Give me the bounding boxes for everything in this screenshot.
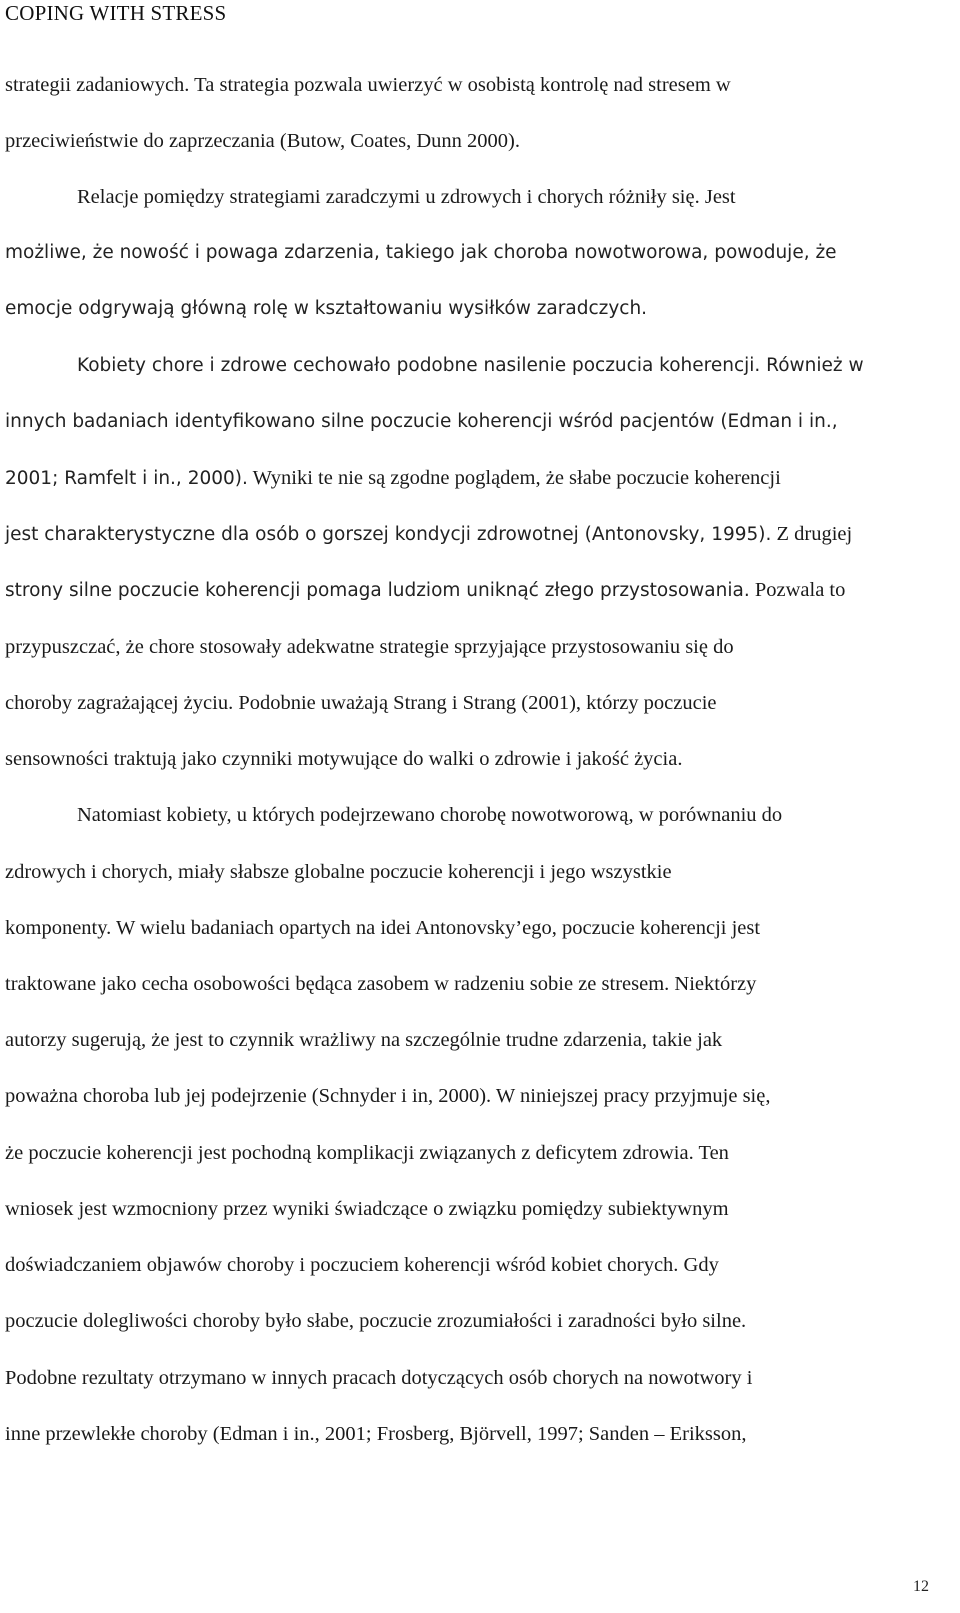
- text-line: [5, 745, 682, 773]
- running-header: COPING WITH STRESS: [5, 1, 227, 25]
- text-segment: 2001; Ramfelt i in., 2000).: [5, 468, 248, 489]
- text-segment: Natomiast kobiety, u których podejrzewano chorobę nowotworową, w porównaniu do: [77, 804, 783, 826]
- text-segment: choroby zagrażającej życiu. Podobnie uważają Strang i Strang (2001), którzy poczucie: [5, 692, 717, 714]
- text-segment: poczucie dolegliwości choroby było słabe, poczucie zrozumiałości i zaradności było silne.: [5, 1310, 747, 1332]
- text-segment: strony silne poczucie koherencji pomaga ludziom uniknąć złego przystosowania.: [5, 580, 750, 601]
- text-segment: Z drugiej: [771, 523, 853, 545]
- text-segment: sensowności traktują jako czynniki motywujące do walki o zdrowie i jakość życia.: [5, 748, 683, 770]
- text-segment: traktowane jako cecha osobowości będąca zasobem w radzeniu sobie ze stresem. Niektórzy: [5, 973, 757, 995]
- text-segment: Pozwala to: [749, 579, 846, 601]
- text-line: [5, 1026, 722, 1054]
- text-line: [5, 295, 647, 323]
- text-segment: emocje odgrywają główną rolę w kształtowaniu wysiłków zaradczych.: [5, 298, 648, 319]
- text-segment: Podobne rezultaty otrzymano w innych pracach dotyczących osób chorych na nowotwory i: [5, 1367, 753, 1389]
- text-segment: przeciwieństwie do zaprzeczania (Butow, Coates, Dunn 2000).: [5, 130, 520, 152]
- text-line: [5, 914, 760, 942]
- text-segment: innych badaniach identyfikowano silne poczucie koherencji wśród pacjentów (Edman i in.,: [5, 411, 838, 432]
- text-line: [5, 970, 756, 998]
- text-line: [77, 183, 736, 211]
- text-line: [5, 1364, 752, 1392]
- text-line: [5, 127, 520, 155]
- text-segment: Relacje pomiędzy strategiami zaradczymi u zdrowych i chorych różniły się. Jest: [77, 186, 736, 208]
- text-segment: autorzy sugerują, że jest to czynnik wrażliwy na szczególnie trudne zdarzenia, takie jak: [5, 1029, 723, 1051]
- text-line: [5, 689, 717, 717]
- text-segment: że poczucie koherencji jest pochodną komplikacji związanych z deficytem zdrowia. Ten: [5, 1142, 729, 1164]
- text-line: [77, 352, 864, 380]
- text-line: [5, 1420, 746, 1448]
- text-segment: strategii zadaniowych. Ta strategia pozwala uwierzyć w osobistą kontrolę nad stresem w: [5, 74, 731, 96]
- text-segment: zdrowych i chorych, miały słabsze globalne poczucie koherencji i jego wszystkie: [5, 861, 672, 883]
- text-line: [5, 1139, 729, 1167]
- text-line: [5, 1082, 770, 1110]
- text-line: [5, 1251, 719, 1279]
- text-segment: doświadczaniem objawów choroby i poczuciem koherencji wśród kobiet chorych. Gdy: [5, 1254, 719, 1276]
- text-segment: poważna choroba lub jej podejrzenie (Schnyder i in, 2000). W niniejszej pracy przyjmuje się,: [5, 1085, 771, 1107]
- text-line: [5, 858, 672, 886]
- text-segment: jest charakterystyczne dla osób o gorszej kondycji zdrowotnej (Antonovsky, 1995).: [5, 524, 772, 545]
- text-segment: możliwe, że nowość i powaga zdarzenia, takiego jak choroba nowotworowa, powoduje, że: [5, 242, 837, 263]
- text-line: [5, 520, 852, 549]
- text-line: [5, 1307, 746, 1335]
- text-line: [5, 408, 838, 436]
- text-segment: wniosek jest wzmocniony przez wyniki świadczące o związku pomiędzy subiektywnym: [5, 1198, 729, 1220]
- text-segment: przypuszczać, że chore stosowały adekwatne strategie sprzyjające przystosowaniu się do: [5, 636, 734, 658]
- text-line: [5, 576, 845, 605]
- text-line: [5, 1195, 729, 1223]
- text-line: [5, 633, 734, 661]
- text-segment: komponenty. W wielu badaniach opartych na idei Antonovsky’ego, poczucie koherencji jest: [5, 917, 761, 939]
- page-number: 12: [913, 1578, 929, 1595]
- text-line: [77, 801, 782, 829]
- text-segment: Kobiety chore i zdrowe cechowało podobne nasilenie poczucia koherencji. Również w: [77, 355, 864, 376]
- text-line: [5, 71, 731, 99]
- text-segment: inne przewlekłe choroby (Edman i in., 2001; Frosberg, Björvell, 1997; Sanden – Eriksson,: [5, 1423, 747, 1445]
- text-line: [5, 464, 781, 493]
- text-segment: Wyniki te nie są zgodne poglądem, że słabe poczucie koherencji: [247, 467, 781, 489]
- text-line: [5, 239, 837, 267]
